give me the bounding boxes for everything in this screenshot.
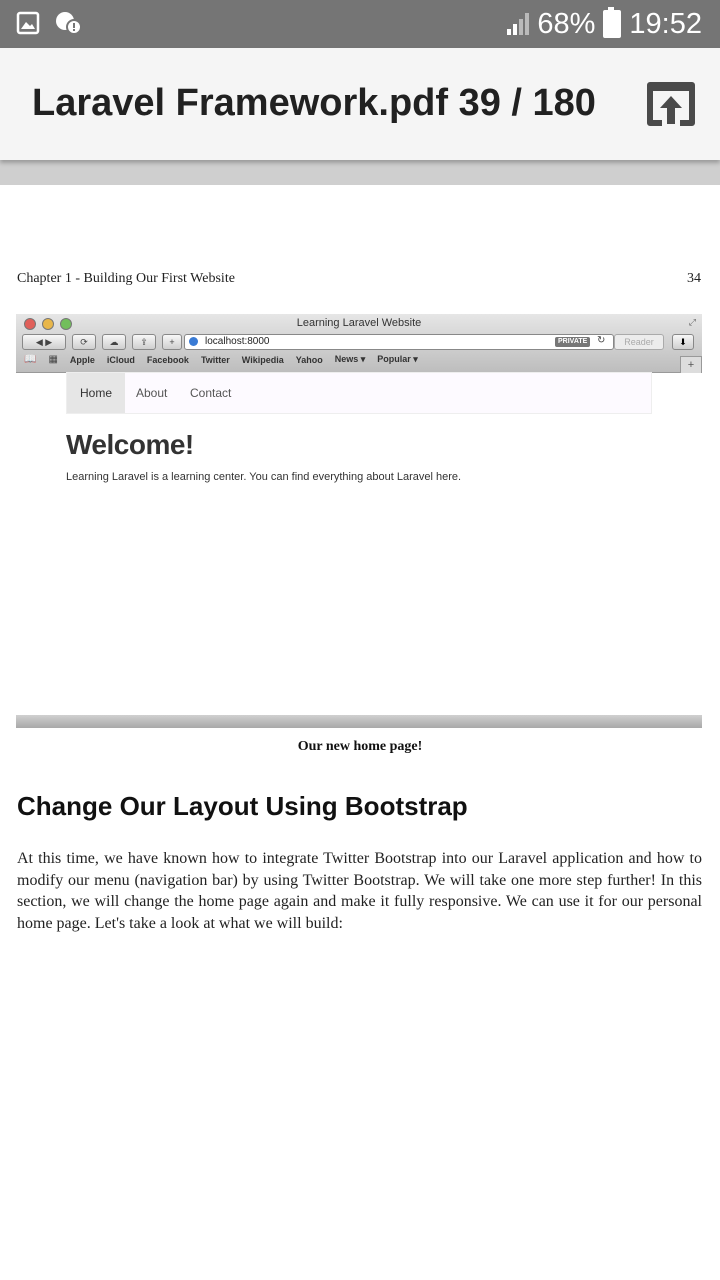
body-paragraph: At this time, we have known how to integrate Twitter Bootstrap into our Laravel application and how to modify our menu (navigation bar) by using Twitter Bootstrap. We will take one more step further! In this section, we will change the home page again and make it fully responsive. We can use it for our personal home page. Let's take a look at what we will build: bbox=[17, 850, 702, 932]
page-gap bbox=[0, 160, 720, 185]
bookmark-item: Apple bbox=[69, 354, 95, 365]
battery-icon bbox=[603, 10, 621, 38]
site-navbar bbox=[66, 372, 652, 414]
browser-toolbar bbox=[16, 314, 702, 373]
bookmark-item: Yahoo bbox=[295, 354, 323, 365]
browser-bottom-edge bbox=[16, 715, 702, 728]
battery-percent: 68% bbox=[537, 7, 596, 40]
running-header: Chapter 1 - Building Our First Website bbox=[17, 271, 235, 286]
nav-home: Home bbox=[67, 373, 125, 413]
gallery-icon bbox=[16, 11, 40, 35]
cloud-icon: ☁ bbox=[102, 334, 126, 350]
fullscreen-icon: ⤢ bbox=[688, 317, 696, 327]
download-icon: ⬇ bbox=[672, 334, 694, 350]
bookmark-item: Wikipedia bbox=[241, 354, 284, 365]
bookmark-item: Twitter bbox=[200, 354, 230, 365]
globe-icon bbox=[189, 337, 198, 346]
bookmark-item: Popular ▾ bbox=[377, 354, 418, 364]
bookmark-item: News ▾ bbox=[334, 354, 366, 364]
new-tab-icon: + bbox=[680, 356, 702, 373]
status-bar bbox=[0, 0, 720, 48]
add-icon: + bbox=[162, 334, 182, 350]
welcome-lead: Learning Laravel is a learning center. You can find everything about Laravel here. bbox=[66, 471, 462, 483]
browser-window-title: Learning Laravel Website bbox=[296, 317, 422, 329]
pdf-page[interactable] bbox=[0, 185, 720, 1280]
document-title: Laravel Framework.pdf 39 / 180 bbox=[32, 82, 596, 124]
history-icon: ⟳ bbox=[72, 334, 96, 350]
page-number: 34 bbox=[687, 271, 701, 286]
book-icon: 📖 bbox=[24, 354, 37, 365]
nav-about: About bbox=[136, 386, 168, 400]
browser-screenshot bbox=[16, 314, 702, 728]
section-heading: Change Our Layout Using Bootstrap bbox=[17, 791, 468, 821]
welcome-heading: Welcome! bbox=[66, 429, 194, 460]
url-text: localhost:8000 bbox=[205, 336, 270, 347]
clock: 19:52 bbox=[629, 7, 702, 40]
reload-icon: ↻ bbox=[597, 335, 606, 346]
reader-button: Reader bbox=[614, 334, 664, 350]
back-forward-icon: ◀ ▶ bbox=[22, 334, 66, 350]
nav-contact: Contact bbox=[190, 386, 232, 400]
signal-icon bbox=[507, 13, 529, 35]
open-in-button[interactable] bbox=[644, 79, 698, 129]
bookmark-item: Facebook bbox=[146, 354, 189, 365]
app-bar bbox=[0, 48, 720, 160]
share-icon: ⇪ bbox=[132, 334, 156, 350]
address-bar bbox=[184, 334, 614, 350]
figure-caption: Our new home page! bbox=[297, 739, 423, 754]
bookmarks-bar bbox=[24, 354, 418, 365]
open-in-icon bbox=[644, 79, 698, 129]
private-badge: PRIVATE bbox=[555, 337, 590, 347]
bookmark-item: iCloud bbox=[106, 354, 135, 365]
notification-icon bbox=[54, 10, 82, 36]
grid-icon: ▦ bbox=[48, 354, 58, 365]
